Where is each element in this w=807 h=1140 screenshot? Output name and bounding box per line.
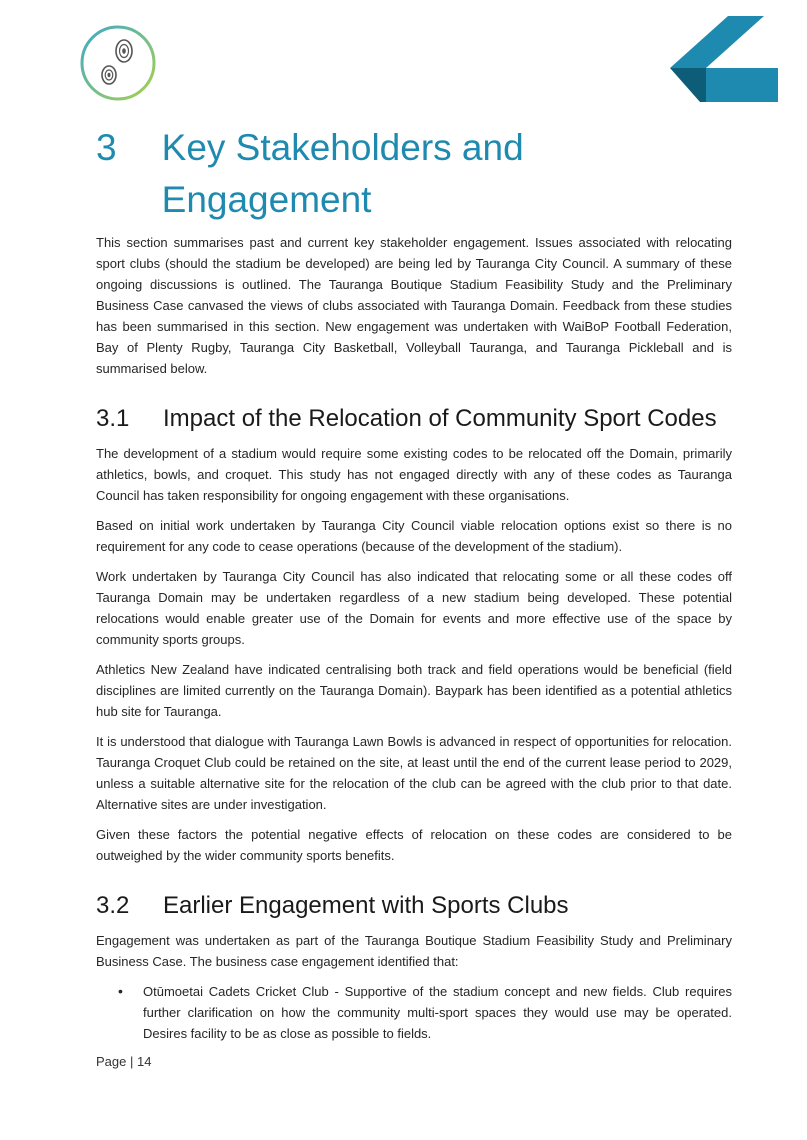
section-number: 3.2 <box>96 892 130 919</box>
chevron-logo-icon <box>670 16 778 102</box>
chapter-title: Key Stakeholders and Engagement <box>161 127 524 220</box>
section-heading-3-1 <box>96 403 732 435</box>
chapter-heading <box>96 122 732 226</box>
intro-paragraph: This section summarises past and current key stakeholder engagement. Issues associated with relocating sport clubs (should the stadium be developed) are being led by Tauranga City Council. A summary of these ongoing discussions is outlined. The Tauranga Boutique Stadium Feasibility Study and the Preliminary Business Case canvased the views of clubs associated with Tauranga Domain. Feedback from these studies has been summarised in this section. New engagement was undertaken with WaiBoP Football Federation, Bay of Plenty Rugby, Tauranga City Basketball, Volleyball Tauranga, and Tauranga Pickleball and is summarised below. <box>96 235 732 376</box>
body-paragraph: It is understood that dialogue with Tauranga Lawn Bowls is advanced in respect of opportunities for relocation. Tauranga Croquet Club could be retained on the site, at least until the end of the current lease period to 2029, unless a suitable alternative site for the relocation of the club can be agreed with the club prior to that date. Alternative sites are under investigation. <box>96 734 732 812</box>
body-paragraph: Work undertaken by Tauranga City Council has also indicated that relocating some or all these codes off Tauranga Domain may be undertaken regardless of a new stadium being developed. These potential relocations would enable greater use of the Domain for events and more effective use of the space by community sports groups. <box>96 569 732 647</box>
chapter-number: 3 <box>96 127 117 168</box>
section-title: Impact of the Relocation of Community Sport Codes <box>163 405 717 432</box>
section-heading-3-2 <box>96 890 732 922</box>
body-paragraph: Based on initial work undertaken by Tauranga City Council viable relocation options exist so there is no requirement for any code to cease operations (because of the development of the stadium). <box>96 518 732 554</box>
section-title: Earlier Engagement with Sports Clubs <box>163 892 569 919</box>
body-paragraph: The development of a stadium would require some existing codes to be relocated off the Domain, primarily athletics, bowls, and croquet. This study has not engaged directly with any of these codes as Tauranga Council has taken responsibility for ongoing engagement with these organisations. <box>96 446 732 503</box>
list-item: • Otūmoetai Cadets Cricket Club - Supportive of the stadium concept and new fields. Club requires further clarification on how the community multi-sport spaces they would use may be operated. Desires facility to be as close as possible to fields. <box>96 981 732 1044</box>
bullet-list <box>96 981 732 1044</box>
body-paragraph: Engagement was undertaken as part of the Tauranga Boutique Stadium Feasibility Study and Preliminary Business Case. The business case engagement identified that: <box>96 933 732 969</box>
footprint-logo-icon <box>79 24 157 102</box>
body-paragraph: Athletics New Zealand have indicated centralising both track and field operations would be beneficial (field disciplines are limited currently on the Tauranga Domain). Baypark has been identified as a potential athletics hub site for Tauranga. <box>96 662 732 719</box>
page-number: Page | 14 <box>96 1054 152 1069</box>
main-content <box>96 122 732 1044</box>
section-number: 3.1 <box>96 405 130 432</box>
body-paragraph: Given these factors the potential negative effects of relocation on these codes are considered to be outweighed by the wider community sports benefits. <box>96 827 732 863</box>
